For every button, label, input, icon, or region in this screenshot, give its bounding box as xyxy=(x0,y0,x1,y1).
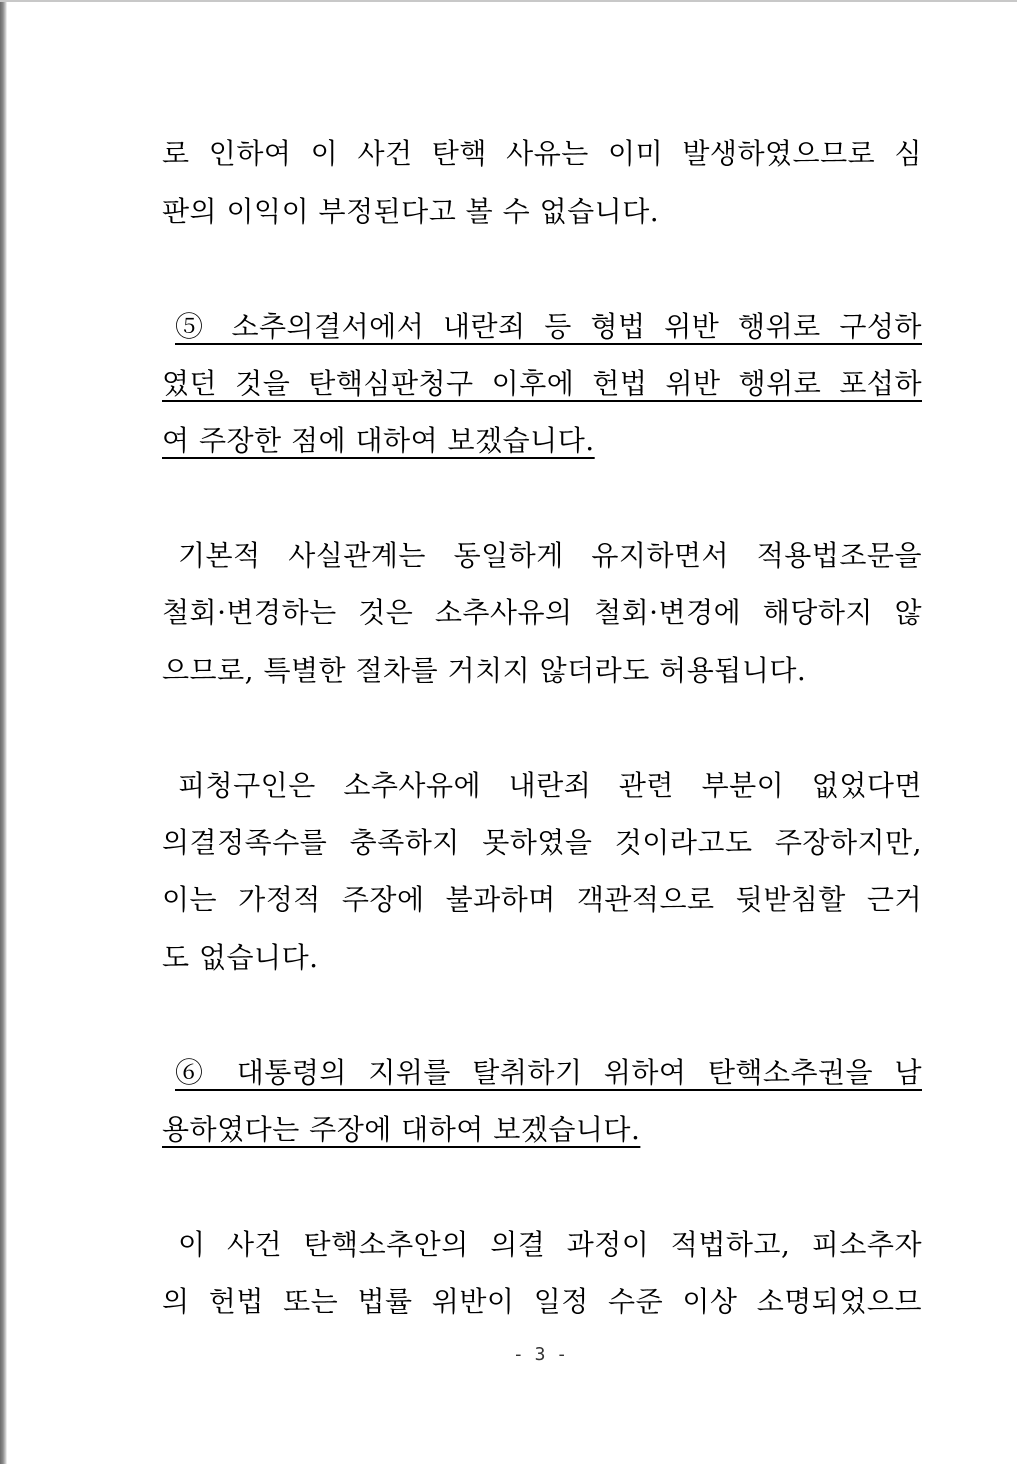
page-number: - 3 - xyxy=(512,1344,568,1365)
paragraph-4-line-3: 이는 가정적 주장에 불과하며 객관적으로 뒷받침할 근거 xyxy=(162,883,922,916)
paragraph-3-line-1: 기본적 사실관계는 동일하게 유지하면서 적용법조문을 xyxy=(178,539,922,572)
paragraph-1-line-1: 로 인하여 이 사건 탄핵 사유는 이미 발생하였으므로 심 xyxy=(162,137,922,170)
paragraph-3-line-2: 철회·변경하는 것은 소추사유의 철회·변경에 해당하지 않 xyxy=(162,596,922,629)
paragraph-6-line-1: 이 사건 탄핵소추안의 의결 과정이 적법하고, 피소추자 xyxy=(178,1228,922,1261)
paragraph-6-line-2: 의 헌법 또는 법률 위반이 일정 수준 이상 소명되었으므 xyxy=(162,1285,922,1318)
page-top-edge xyxy=(0,0,1017,2)
section-5-heading-text-1: ⑤ 소추의결서에서 내란죄 등 형법 위반 행위로 구성하 xyxy=(175,310,922,343)
section-6-heading-line-1 xyxy=(175,1053,922,1093)
section-6-heading-text-2: 용하였다는 주장에 대하여 보겠습니다. xyxy=(162,1113,641,1146)
page-edge-shadow xyxy=(0,0,7,1464)
section-5-heading-line-2 xyxy=(162,364,922,404)
section-6-heading-text-1: ⑥ 대통령의 지위를 탈취하기 위하여 탄핵소추권을 남 xyxy=(175,1056,922,1089)
paragraph-4-line-4: 도 없습니다. xyxy=(162,941,319,974)
section-5-heading-line-1 xyxy=(175,307,922,347)
section-5-heading-line-3 xyxy=(162,421,595,461)
paragraph-4-line-1: 피청구인은 소추사유에 내란죄 관련 부분이 없었다면 xyxy=(178,769,922,802)
section-6-heading-line-2 xyxy=(162,1110,640,1150)
section-5-heading-text-2: 였던 것을 탄핵심판청구 이후에 헌법 위반 행위로 포섭하 xyxy=(162,367,922,400)
paragraph-1-line-2: 판의 이익이 부정된다고 볼 수 없습니다. xyxy=(162,195,660,228)
section-5-heading-text-3: 여 주장한 점에 대하여 보겠습니다. xyxy=(162,424,595,457)
paragraph-3-line-3: 으므로, 특별한 절차를 거치지 않더라도 허용됩니다. xyxy=(162,654,807,687)
paragraph-4-line-2: 의결정족수를 충족하지 못하였을 것이라고도 주장하지만, xyxy=(162,826,922,859)
